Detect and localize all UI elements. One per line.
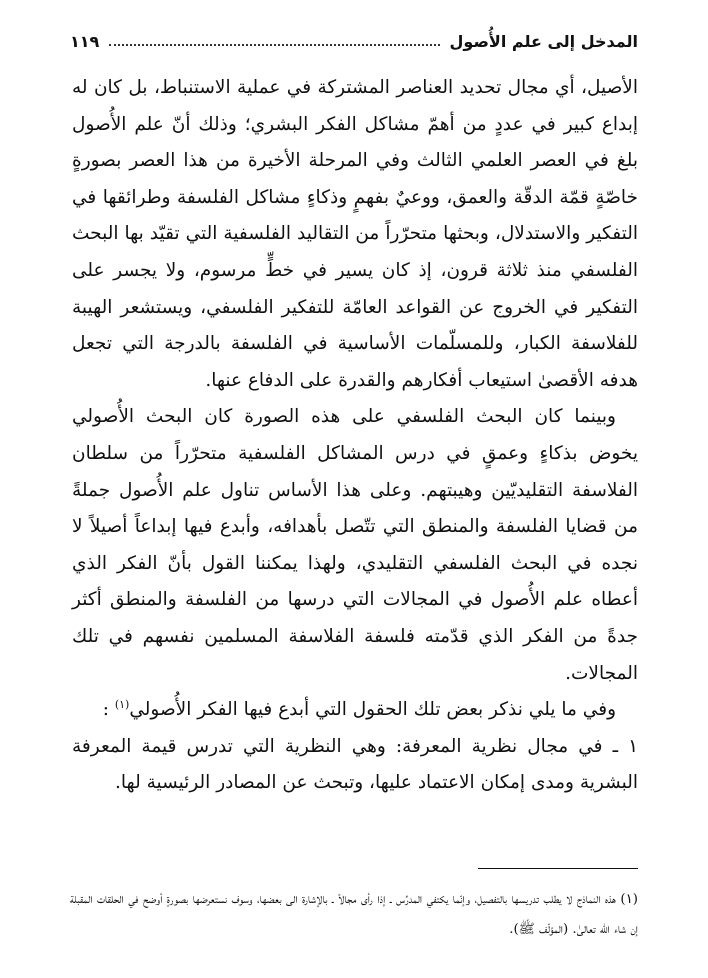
running-header (70, 26, 638, 56)
paragraph-3-text: وفي ما يلي نذكر بعض تلك الحقول التي أبدع فيها الفكر الأُصولي (129, 699, 616, 721)
main-text (72, 70, 638, 802)
footnote-separator (478, 868, 638, 869)
paragraph-3-end: : (102, 699, 115, 721)
paragraph-2: وبينما كان البحث الفلسفي على هذه الصورة كان البحث الأُصولي يخوض بذكاءٍ وعمقٍ في درس المشاكل الفلسفية متحرّراً من سلطان الفلاسفة التقليديّين وهيبتهم. وعلى هذا الأساس تناول علم الأُصول جملةً من قضايا الفلسفة والمنطق التي تتّصل بأهدافه، وأبدع فيها إبداعاً أصيلاً لا نجده في البحث الفلسفي التقليدي، ولهذا يمكننا القول بأنّ الفكر الذي أعطاه علم الأُصول في المجالات التي درسها من الفلسفة والمنطق أكثر جدةً من الفكر الذي قدّمته فلسفة الفلاسفة المسلمين نفسهم في تلك المجالات. (72, 406, 638, 684)
footnote-reference[interactable]: (١) (114, 697, 130, 711)
header-title: المدخل إلى علم الأُصول (449, 31, 638, 51)
paragraph-1: الأصيل، أي مجال تحديد العناصر المشتركة في عملية الاستنباط، بل كان له إبداع كبير في عددٍ من أهمّ مشاكل الفكر البشري؛ وذلك أنّ علم الأُصول بلغ في العصر العلمي الثالث وفي المرحلة الأخيرة من هذا العصر بصورةٍ خاصّةٍ قمّة الدقّة والعمق، ووعيٌ بفهمٍ وذكاءٍ مشاكل الفلسفة وطرائقها في التفكير والاستدلال، وبحثها متحرّراً من التقاليد الفلسفية التي تقيّد بها البحث الفلسفي منذ ثلاثة قرون، إذ كان يسير في خطٍّ مرسوم، ولا يجسر على التفكير في الخروج عن القواعد العامّة للتفكير الفلسفي، ويستشعر الهيبة للفلاسفة الكبار، وللمسلّمات الأساسية في الفلسفة بالدرجة التي تجعل هدفه الأقصىٰ استيعاب أفكارهم والقدرة على الدفاع عنها. (72, 77, 638, 391)
paragraph-4: ١ ـ في مجال نظرية المعرفة: وهي النظرية التي تدرس قيمة المعرفة البشرية ومدى إمكان الاعتماد عليها، وتبحث عن المصادر الرئيسية لها. (72, 735, 638, 794)
footnote (70, 885, 638, 945)
footnote-text: (١) هذه النماذج لا يطلب تدريسها بالتفصيل، وإنّما يكتفي المدرِّس ـ إذا رأى مجالاً ـ بالإشارة الى بعضها، وسوف نستعرضها بصورةٍ أوضح في الحلقات المقبلة إن شاء الله تعالىٰ. (المؤلّف ﷺ). (70, 892, 638, 937)
header-dotted-leader (109, 44, 439, 46)
paragraph-3 (72, 692, 638, 729)
page-number: ١١٩ (70, 31, 100, 51)
